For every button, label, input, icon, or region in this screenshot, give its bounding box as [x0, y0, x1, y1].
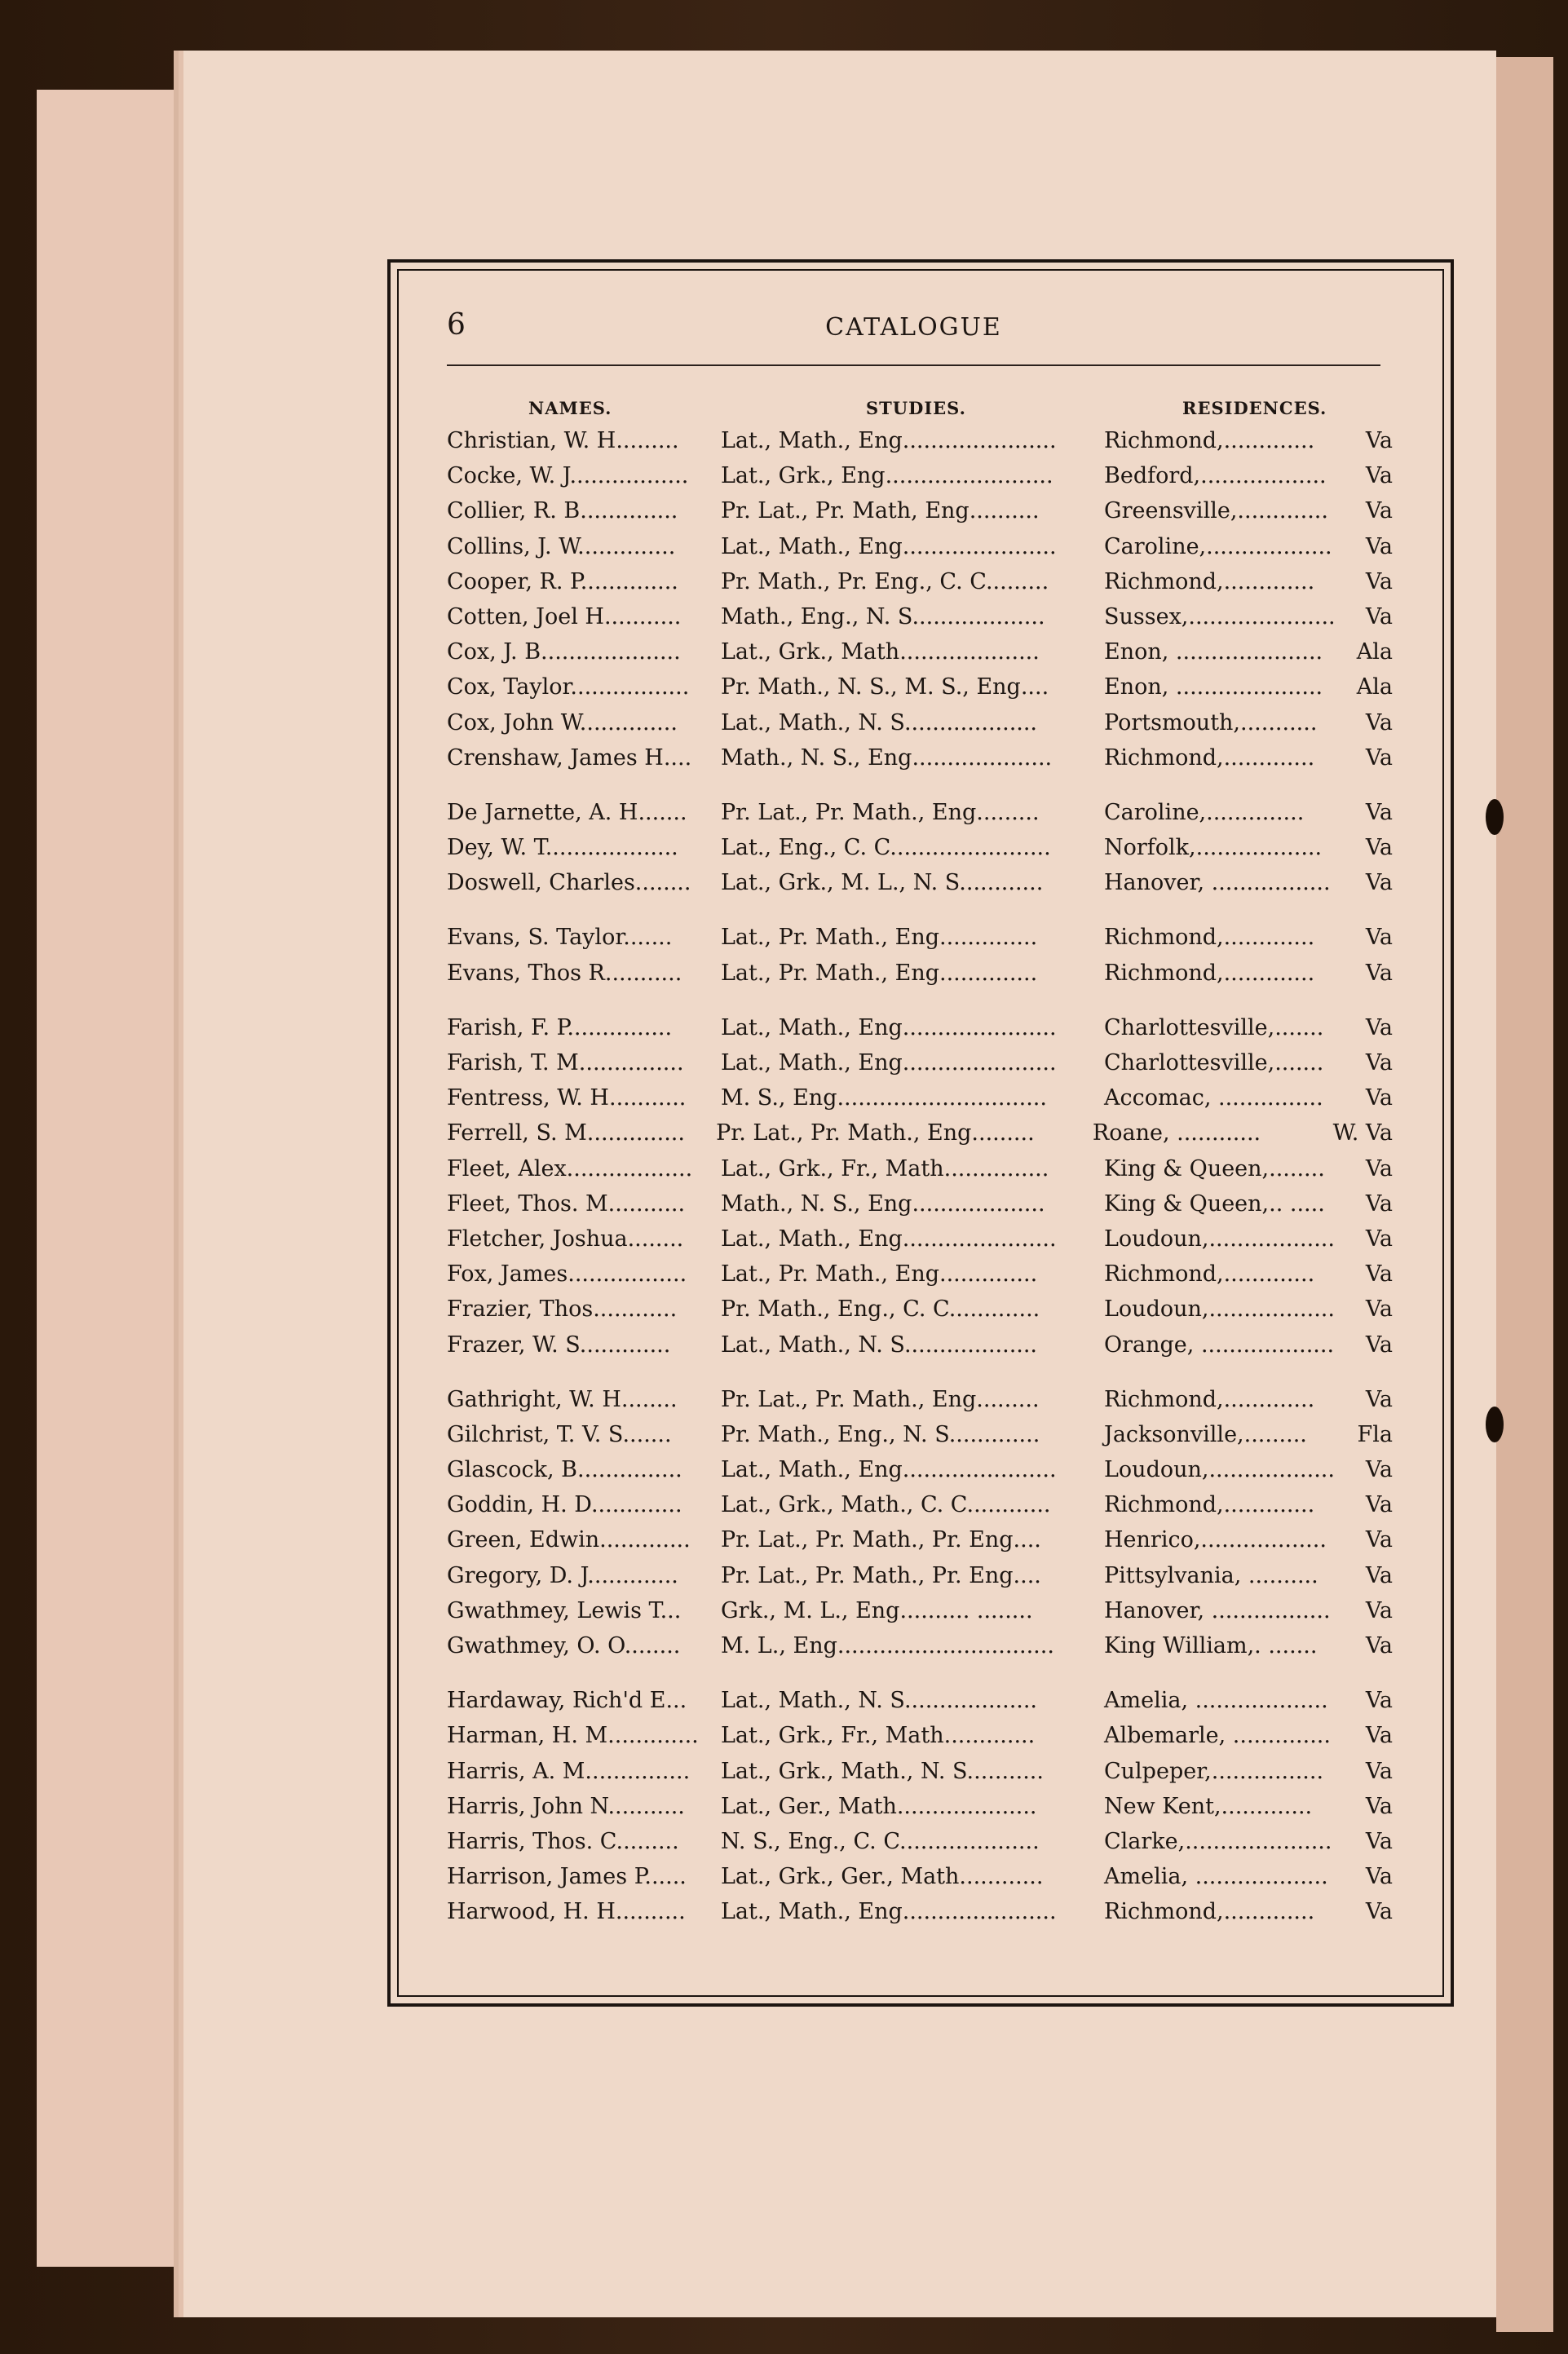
student-state: Va [1365, 744, 1393, 771]
student-row [447, 1296, 1393, 1332]
letter-group [447, 1015, 1393, 1367]
student-state: Va [1365, 1014, 1393, 1040]
column-header-names: NAMES. [528, 398, 612, 418]
student-state: Fla [1357, 1421, 1393, 1447]
student-studies: Lat., Pr. Math., Eng.............. [721, 960, 1038, 986]
student-name: Harwood, H. H.......... [447, 1899, 686, 1925]
student-state: Va [1365, 1562, 1393, 1588]
student-row [447, 1457, 1393, 1492]
student-studies: Lat., Grk., Ger., Math............ [721, 1864, 1044, 1890]
student-studies: Lat., Ger., Math.................... [721, 1793, 1037, 1819]
student-state: Va [1365, 870, 1393, 896]
student-name: Fox, James................. [447, 1261, 687, 1287]
student-row [447, 1527, 1393, 1562]
student-residence: Enon, ..................... [1104, 674, 1323, 700]
student-studies: Lat., Pr. Math., Eng.............. [721, 925, 1038, 951]
adjacent-page-edge [1496, 57, 1553, 2332]
student-residence: Loudoun,.................. [1104, 1226, 1335, 1252]
student-studies: Lat., Grk., Math., N. S........... [721, 1758, 1044, 1784]
student-row [447, 1422, 1393, 1457]
binding-hole [1486, 1407, 1504, 1442]
student-state: Ala [1356, 639, 1393, 665]
student-studies: M. S., Eng.............................. [721, 1085, 1047, 1111]
student-row [447, 1387, 1393, 1422]
student-studies: Pr. Lat., Pr. Math., Pr. Eng.... [721, 1527, 1041, 1553]
letter-group [447, 428, 1393, 780]
student-residence: King William,. ....... [1104, 1633, 1318, 1658]
student-studies: Lat., Math., Eng...................... [721, 1014, 1057, 1040]
student-list [447, 428, 1393, 1954]
student-residence: Richmond,............. [1104, 1492, 1315, 1518]
student-studies: Pr. Lat., Pr. Math., Eng......... [721, 799, 1040, 825]
student-name: Harrison, James P...... [447, 1864, 687, 1890]
student-row [447, 463, 1393, 498]
student-row [447, 1156, 1393, 1191]
student-residence: Norfolk,.................. [1104, 835, 1323, 861]
student-name: Glascock, B............... [447, 1457, 682, 1483]
student-residence: Greensville,............. [1104, 498, 1328, 524]
student-row [447, 1723, 1393, 1758]
column-header-residences: RESIDENCES. [1182, 398, 1327, 418]
student-name: Ferrell, S. M.............. [447, 1120, 685, 1146]
student-row [447, 604, 1393, 639]
student-residence: King & Queen,.. ..... [1104, 1190, 1325, 1217]
student-name: Fleet, Thos. M........... [447, 1190, 686, 1217]
student-residence: Orange, ................... [1104, 1332, 1335, 1358]
student-residence: Richmond,............. [1104, 1386, 1315, 1412]
student-name: De Jarnette, A. H....... [447, 799, 687, 825]
student-name: Gwathmey, Lewis T... [447, 1597, 682, 1623]
letter-group [447, 1387, 1393, 1669]
student-name: Evans, S. Taylor....... [447, 925, 673, 951]
student-residence: Amelia, ................... [1104, 1864, 1328, 1890]
student-name: Harris, Thos. C......... [447, 1828, 679, 1854]
student-row [447, 1563, 1393, 1598]
student-name: Gwathmey, O. O........ [447, 1633, 681, 1658]
student-name: Dey, W. T................... [447, 835, 678, 861]
student-state: Va [1365, 925, 1393, 951]
student-state: Va [1365, 1723, 1393, 1749]
student-row [447, 569, 1393, 604]
student-studies: Pr. Lat., Pr. Math., Eng......... [721, 1386, 1040, 1412]
student-state: Va [1365, 1457, 1393, 1483]
student-name: Collins, J. W.............. [447, 533, 676, 559]
student-residence: Albemarle, .............. [1104, 1723, 1331, 1749]
student-name: Christian, W. H......... [447, 428, 679, 453]
student-name: Farish, F. P............... [447, 1014, 673, 1040]
student-studies: Lat., Pr. Math., Eng.............. [721, 1261, 1038, 1287]
student-studies: Lat., Grk., Fr., Math............. [721, 1723, 1036, 1749]
student-row [447, 1688, 1393, 1723]
student-studies: Pr. Math., Eng., C. C............. [721, 1296, 1040, 1323]
student-name: Gilchrist, T. V. S....... [447, 1421, 672, 1447]
student-studies: Lat., Grk., Fr., Math............... [721, 1155, 1049, 1181]
student-residence: Richmond,............. [1104, 960, 1315, 986]
student-row [447, 1794, 1393, 1829]
student-row [447, 534, 1393, 569]
student-name: Farish, T. M............... [447, 1050, 684, 1075]
student-state: Va [1365, 1492, 1393, 1518]
student-studies: Lat., Math., Eng...................... [721, 428, 1057, 453]
student-studies: Lat., Math., Eng...................... [721, 1457, 1057, 1483]
student-residence: Hanover, ................. [1104, 1597, 1331, 1623]
student-residence: Richmond,............. [1104, 1261, 1315, 1287]
student-state: Va [1365, 498, 1393, 524]
student-residence: Loudoun,.................. [1104, 1296, 1335, 1323]
student-studies: Pr. Math., N. S., M. S., Eng.... [721, 674, 1049, 700]
student-residence: Portsmouth,........... [1104, 709, 1318, 735]
student-state: Va [1365, 1332, 1393, 1358]
student-state: Va [1365, 1864, 1393, 1890]
student-name: Green, Edwin............. [447, 1527, 691, 1553]
student-state: Va [1365, 1527, 1393, 1553]
student-name: Fletcher, Joshua........ [447, 1226, 684, 1252]
student-state: Va [1365, 1261, 1393, 1287]
student-name: Gregory, D. J............. [447, 1562, 678, 1588]
student-studies: Math., N. S., Eng................... [721, 1190, 1045, 1217]
student-studies: Pr. Lat., Pr. Math, Eng.......... [721, 498, 1040, 524]
student-state: Va [1365, 603, 1393, 629]
student-residence: Caroline,.............. [1104, 799, 1305, 825]
student-state: Va [1365, 960, 1393, 986]
student-studies: Lat., Grk., Math., C. C............ [721, 1492, 1051, 1518]
page-title: CATALOGUE [825, 313, 1002, 342]
student-name: Cocke, W. J................. [447, 463, 689, 489]
student-residence: Hanover, ................. [1104, 870, 1331, 896]
student-residence: Richmond,............. [1104, 744, 1315, 771]
student-state: Va [1365, 1758, 1393, 1784]
student-row [447, 1864, 1393, 1899]
student-row [447, 1191, 1393, 1226]
student-row [447, 674, 1393, 709]
student-studies: Lat., Math., Eng...................... [721, 533, 1057, 559]
student-name: Cotten, Joel H........... [447, 603, 682, 629]
letter-group [447, 800, 1393, 906]
student-row [447, 1120, 1393, 1155]
student-name: Hardaway, Rich'd E... [447, 1688, 687, 1714]
student-studies: Lat., Math., Eng...................... [721, 1899, 1057, 1925]
student-residence: Charlottesville,....... [1104, 1014, 1324, 1040]
student-row [447, 870, 1393, 905]
student-state: Va [1365, 463, 1393, 489]
student-studies: Lat., Eng., C. C....................... [721, 835, 1051, 861]
student-row [447, 800, 1393, 835]
student-name: Fleet, Alex.................. [447, 1155, 693, 1181]
student-state: Va [1365, 799, 1393, 825]
student-name: Crenshaw, James H.... [447, 744, 692, 771]
student-studies: Math., N. S., Eng.................... [721, 744, 1053, 771]
student-row [447, 835, 1393, 870]
student-name: Evans, Thos R........... [447, 960, 682, 986]
student-state: Va [1365, 1085, 1393, 1111]
student-residence: Loudoun,.................. [1104, 1457, 1335, 1483]
student-studies: Pr. Math., Pr. Eng., C. C......... [721, 568, 1049, 594]
student-state: Va [1365, 835, 1393, 861]
student-row [447, 745, 1393, 780]
student-row [447, 498, 1393, 533]
student-row [447, 961, 1393, 996]
student-residence: Amelia, ................... [1104, 1688, 1328, 1714]
student-studies: Lat., Grk., Eng........................ [721, 463, 1053, 489]
student-name: Collier, R. B.............. [447, 498, 678, 524]
student-residence: Jacksonville,......... [1104, 1421, 1307, 1447]
student-studies: Lat., Math., Eng...................... [721, 1226, 1057, 1252]
student-state: Va [1365, 1688, 1393, 1714]
student-state: Va [1365, 709, 1393, 735]
student-studies: Lat., Math., N. S................... [721, 1688, 1038, 1714]
student-name: Harris, John N........... [447, 1793, 685, 1819]
student-state: Va [1365, 1828, 1393, 1854]
student-state: Va [1365, 1226, 1393, 1252]
student-row [447, 1492, 1393, 1527]
student-name: Cooper, R. P.............. [447, 568, 678, 594]
student-state: Va [1365, 1597, 1393, 1623]
student-name: Gathright, W. H........ [447, 1386, 678, 1412]
student-studies: Pr. Lat., Pr. Math., Eng......... [716, 1120, 1035, 1146]
student-row [447, 1332, 1393, 1367]
student-name: Goddin, H. D............. [447, 1492, 682, 1518]
student-name: Frazier, Thos............ [447, 1296, 678, 1323]
student-studies: Grk., M. L., Eng.......... ........ [721, 1597, 1033, 1623]
student-name: Harris, A. M............... [447, 1758, 691, 1784]
student-residence: Culpeper,................ [1104, 1758, 1324, 1784]
student-residence: Sussex,..................... [1104, 603, 1336, 629]
student-row [447, 1598, 1393, 1633]
student-state: Va [1365, 1899, 1393, 1925]
student-name: Cox, Taylor................. [447, 674, 690, 700]
student-studies: Pr. Lat., Pr. Math., Pr. Eng.... [721, 1562, 1041, 1588]
student-residence: Pittsylvania, .......... [1104, 1562, 1318, 1588]
student-studies: Lat., Grk., M. L., N. S............ [721, 870, 1044, 896]
student-state: Va [1365, 1050, 1393, 1075]
student-state: Va [1365, 1633, 1393, 1658]
student-residence: Enon, ..................... [1104, 639, 1323, 665]
student-studies: N. S., Eng., C. C.................... [721, 1828, 1040, 1854]
student-state: Va [1365, 533, 1393, 559]
student-residence: Richmond,............. [1104, 568, 1315, 594]
student-row [447, 1050, 1393, 1085]
student-name: Frazer, W. S............. [447, 1332, 671, 1358]
student-residence: Richmond,............. [1104, 1899, 1315, 1925]
student-studies: Lat., Math., Eng...................... [721, 1050, 1057, 1075]
student-studies: Pr. Math., Eng., N. S............. [721, 1421, 1040, 1447]
student-row [447, 1015, 1393, 1050]
student-residence: Charlottesville,....... [1104, 1050, 1324, 1075]
student-residence: Caroline,.................. [1104, 533, 1332, 559]
student-residence: Roane, ............ [1092, 1120, 1261, 1146]
page-header [447, 308, 1380, 351]
student-name: Harman, H. M............. [447, 1723, 699, 1749]
student-studies: Lat., Math., N. S................... [721, 709, 1038, 735]
student-row [447, 925, 1393, 960]
binding-hole [1486, 799, 1504, 835]
column-header-studies: STUDIES. [866, 398, 966, 418]
student-residence: Richmond,............. [1104, 428, 1315, 453]
student-row [447, 1633, 1393, 1668]
student-name: Cox, J. B.................... [447, 639, 681, 665]
student-residence: Henrico,.................. [1104, 1527, 1327, 1553]
student-name: Cox, John W.............. [447, 709, 678, 735]
header-rule [447, 364, 1380, 366]
student-residence: Clarke,..................... [1104, 1828, 1332, 1854]
page-number: 6 [447, 308, 466, 342]
student-residence: Bedford,.................. [1104, 463, 1327, 489]
student-row [447, 1899, 1393, 1934]
student-name: Fentress, W. H........... [447, 1085, 687, 1111]
student-state: Va [1365, 1793, 1393, 1819]
student-state: Ala [1356, 674, 1393, 700]
student-row [447, 1261, 1393, 1296]
student-state: Va [1365, 1386, 1393, 1412]
student-residence: New Kent,............. [1104, 1793, 1313, 1819]
student-row [447, 1085, 1393, 1120]
student-residence: Richmond,............. [1104, 925, 1315, 951]
student-state: Va [1365, 1155, 1393, 1181]
student-row [447, 1829, 1393, 1864]
letter-group [447, 925, 1393, 995]
letter-group [447, 1688, 1393, 1934]
student-studies: Math., Eng., N. S................... [721, 603, 1045, 629]
student-residence: Accomac, ............... [1104, 1085, 1323, 1111]
student-studies: M. L., Eng............................... [721, 1633, 1054, 1658]
student-residence: King & Queen,........ [1104, 1155, 1325, 1181]
student-state: Va [1365, 1190, 1393, 1217]
student-row [447, 1226, 1393, 1261]
student-row [447, 1759, 1393, 1794]
student-row [447, 710, 1393, 745]
student-state: Va [1365, 1296, 1393, 1323]
student-row [447, 639, 1393, 674]
student-row [447, 428, 1393, 463]
student-name: Doswell, Charles........ [447, 870, 691, 896]
student-state: Va [1365, 568, 1393, 594]
student-state: Va [1365, 428, 1393, 453]
student-studies: Lat., Grk., Math.................... [721, 639, 1040, 665]
student-studies: Lat., Math., N. S................... [721, 1332, 1038, 1358]
student-state: W. Va [1332, 1120, 1393, 1146]
